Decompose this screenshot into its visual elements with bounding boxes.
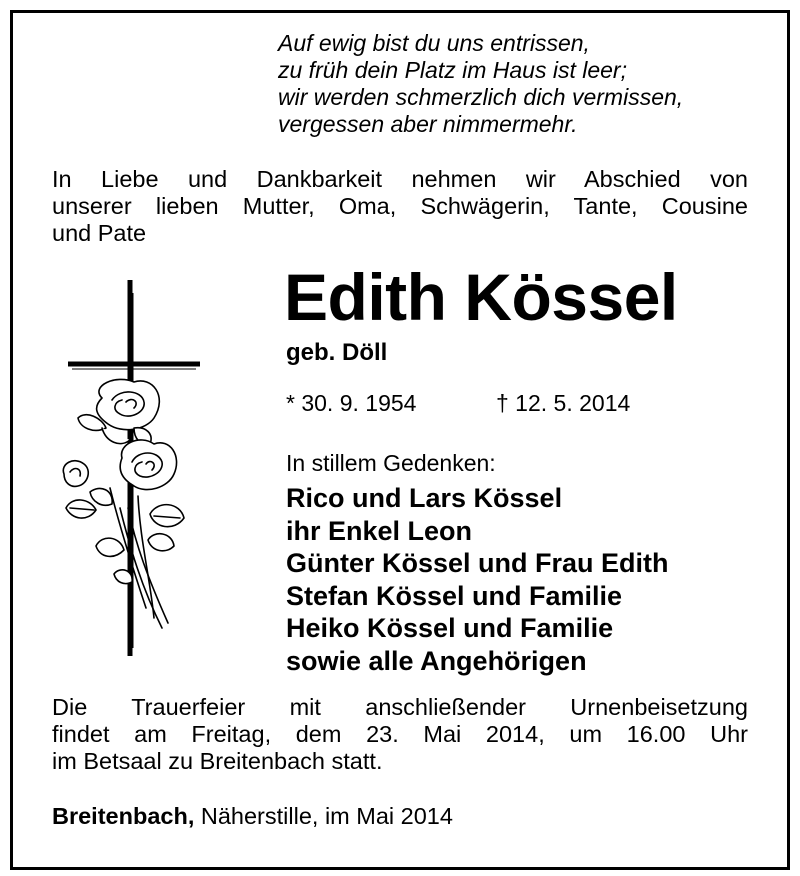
mourner-name: Heiko Kössel und Familie [286, 613, 614, 643]
birth-date: * 30. 9. 1954 [286, 390, 417, 416]
poem-line: Auf ewig bist du uns entrissen, [278, 30, 590, 56]
mourner-name: sowie alle Angehörigen [286, 645, 587, 676]
intro-line: und Pate [52, 220, 147, 246]
roses-icon [63, 379, 184, 628]
poem-line: wir werden schmerzlich dich vermissen, [278, 84, 684, 110]
intro-line: In Liebe und Dankbarkeit nehmen wir Abschied von [52, 166, 748, 192]
intro-line: unserer lieben Mutter, Oma, Schwägerin, Tante, Cousine [52, 193, 748, 219]
mourners-heading: In stillem Gedenken: [286, 450, 496, 476]
intro-text [52, 166, 748, 247]
death-date: † 12. 5. 2014 [496, 390, 631, 416]
place-town: Breitenbach, [52, 803, 195, 829]
mourner-name: Günter Kössel und Frau Edith [286, 548, 669, 578]
mourner-name: Stefan Kössel und Familie [286, 580, 623, 611]
maiden-name: geb. Döll [286, 339, 388, 366]
mourner-name: ihr Enkel Leon [286, 515, 473, 546]
place-rest: Näherstille, im Mai 2014 [194, 803, 453, 829]
funeral-line: Die Trauerfeier mit anschließender Urnenbeisetzung [52, 694, 748, 720]
poem-line: vergessen aber nimmermehr. [278, 111, 578, 137]
deceased-name: Edith Kössel [284, 260, 678, 334]
mourner-name: Rico und Lars Kössel [286, 483, 563, 513]
funeral-line: findet am Freitag, dem 23. Mai 2014, um 16.00 Uhr [52, 721, 748, 747]
cross-with-roses-illustration [50, 278, 210, 663]
funeral-line: im Betsaal zu Breitenbach statt. [52, 748, 383, 774]
poem [278, 30, 683, 138]
mourners-list [286, 482, 669, 677]
poem-line: zu früh dein Platz im Haus ist leer; [278, 57, 627, 83]
place-and-date [52, 801, 453, 831]
funeral-info [52, 694, 748, 775]
